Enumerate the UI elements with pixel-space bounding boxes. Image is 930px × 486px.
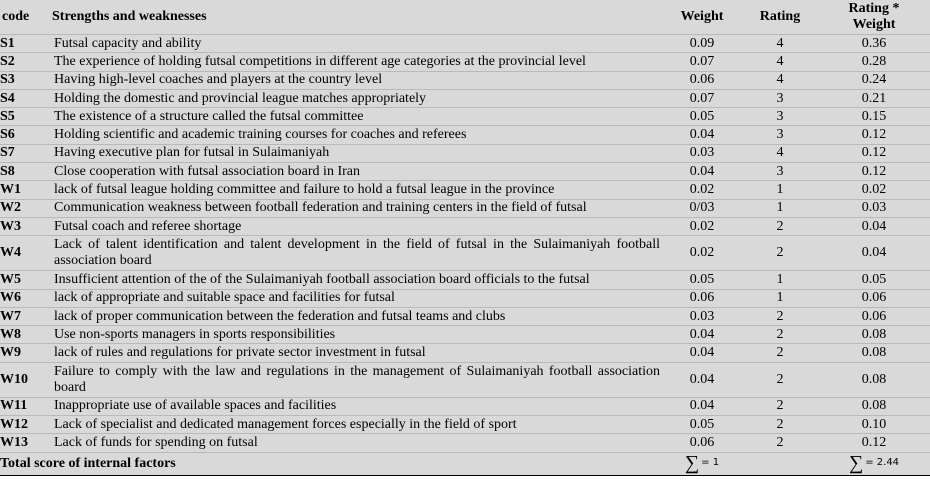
table-row xyxy=(0,144,930,162)
table-row xyxy=(0,35,930,53)
rating-weight-value: 0.21 xyxy=(818,89,930,107)
header-rating: Rating xyxy=(742,0,818,35)
rating-weight-value: 0.05 xyxy=(818,271,930,289)
rating-weight-value: 0.03 xyxy=(818,199,930,217)
weight-total: = 1 xyxy=(701,456,720,468)
table-row xyxy=(0,71,930,89)
factor-code: W2 xyxy=(0,199,50,217)
rating-weight-value: 0.24 xyxy=(818,71,930,89)
table-row xyxy=(0,217,930,235)
rating-weight-value: 0.08 xyxy=(818,362,930,397)
factor-description: The experience of holding futsal competitions in different age categories at the provincial level xyxy=(50,53,662,71)
weight-value: 0.05 xyxy=(662,108,742,126)
factor-description: lack of futsal league holding committee and failure to hold a futsal league in the province xyxy=(50,181,662,199)
factor-code: W4 xyxy=(0,236,50,271)
header-rating-weight-line2: Weight xyxy=(852,17,896,32)
table-row xyxy=(0,326,930,344)
rating-weight-value: 0.08 xyxy=(818,397,930,415)
rating-value: 2 xyxy=(742,236,818,271)
factor-code: W9 xyxy=(0,344,50,362)
table-row xyxy=(0,434,930,452)
rating-value: 1 xyxy=(742,181,818,199)
score-total: = 2.44 xyxy=(865,456,900,468)
weight-value: 0.07 xyxy=(662,89,742,107)
factor-description: Having high-level coaches and players at the country level xyxy=(50,71,662,89)
table-body xyxy=(0,35,930,453)
factor-description: Insufficient attention of the of the Sulaimaniyah football association board officials to the futsal xyxy=(50,271,662,289)
rating-value: 1 xyxy=(742,271,818,289)
factor-description: lack of proper communication between the federation and futsal teams and clubs xyxy=(50,307,662,325)
rating-value: 2 xyxy=(742,416,818,434)
factor-code: S8 xyxy=(0,163,50,181)
rating-weight-value: 0.28 xyxy=(818,53,930,71)
weight-value: 0.04 xyxy=(662,163,742,181)
table-row xyxy=(0,126,930,144)
factor-code: W12 xyxy=(0,416,50,434)
factor-code: W6 xyxy=(0,289,50,307)
weight-value: 0.09 xyxy=(662,35,742,53)
rating-value: 4 xyxy=(742,35,818,53)
weight-value: 0.05 xyxy=(662,271,742,289)
rating-weight-value: 0.10 xyxy=(818,416,930,434)
header-weight: Weight xyxy=(662,0,742,35)
weight-value: 0.06 xyxy=(662,434,742,452)
factor-description: Futsal coach and referee shortage xyxy=(50,217,662,235)
table-row xyxy=(0,108,930,126)
table-row xyxy=(0,271,930,289)
factor-description: Use non-sports managers in sports responsibilities xyxy=(50,326,662,344)
table-row xyxy=(0,344,930,362)
factor-code: S4 xyxy=(0,89,50,107)
rating-weight-value: 0.02 xyxy=(818,181,930,199)
table-row xyxy=(0,199,930,217)
rating-weight-value: 0.08 xyxy=(818,326,930,344)
rating-value: 2 xyxy=(742,326,818,344)
factor-code: W13 xyxy=(0,434,50,452)
rating-weight-value: 0.08 xyxy=(818,344,930,362)
table-row xyxy=(0,416,930,434)
factor-code: W7 xyxy=(0,307,50,325)
factor-code: W10 xyxy=(0,362,50,397)
factor-description: Failure to comply with the law and regulations in the management of Sulaimaniyah football association board xyxy=(50,362,662,397)
weight-value: 0.06 xyxy=(662,289,742,307)
factor-description: lack of appropriate and suitable space and facilities for futsal xyxy=(50,289,662,307)
factor-code: W11 xyxy=(0,397,50,415)
factor-description: Holding the domestic and provincial league matches appropriately xyxy=(50,89,662,107)
rating-weight-value: 0.12 xyxy=(818,434,930,452)
table-row xyxy=(0,89,930,107)
sigma-icon: ∑ xyxy=(684,451,700,474)
factor-description: Lack of funds for spending on futsal xyxy=(50,434,662,452)
factor-description: Holding scientific and academic training courses for coaches and referees xyxy=(50,126,662,144)
factor-code: W8 xyxy=(0,326,50,344)
factor-code: S2 xyxy=(0,53,50,71)
rating-value: 2 xyxy=(742,307,818,325)
weight-value: 0.04 xyxy=(662,397,742,415)
factor-description: Close cooperation with futsal association board in Iran xyxy=(50,163,662,181)
table-row xyxy=(0,289,930,307)
table-row xyxy=(0,163,930,181)
weight-sum xyxy=(684,451,720,474)
rating-value: 2 xyxy=(742,217,818,235)
weight-value: 0.04 xyxy=(662,344,742,362)
header-row xyxy=(0,0,930,35)
rating-value: 3 xyxy=(742,163,818,181)
weight-total-cell xyxy=(662,452,742,475)
rating-weight-value: 0.04 xyxy=(818,236,930,271)
factor-code: S3 xyxy=(0,71,50,89)
weight-value: 0.07 xyxy=(662,53,742,71)
weight-value: 0.02 xyxy=(662,181,742,199)
factor-description: Communication weakness between football federation and training centers in the field of futsal xyxy=(50,199,662,217)
rating-weight-value: 0.04 xyxy=(818,217,930,235)
weight-value: 0/03 xyxy=(662,199,742,217)
rating-weight-value: 0.12 xyxy=(818,144,930,162)
table-row xyxy=(0,362,930,397)
table-header xyxy=(0,0,930,35)
factor-description: The existence of a structure called the futsal committee xyxy=(50,108,662,126)
total-label: Total score of internal factors xyxy=(0,452,662,475)
factor-description: Futsal capacity and ability xyxy=(50,35,662,53)
rating-weight-value: 0.15 xyxy=(818,108,930,126)
rating-value: 3 xyxy=(742,108,818,126)
rating-weight-value: 0.06 xyxy=(818,289,930,307)
weight-value: 0.03 xyxy=(662,144,742,162)
total-row xyxy=(0,452,930,475)
rating-value: 4 xyxy=(742,53,818,71)
factor-code: W5 xyxy=(0,271,50,289)
rating-value: 1 xyxy=(742,289,818,307)
weight-value: 0.04 xyxy=(662,126,742,144)
weight-value: 0.03 xyxy=(662,307,742,325)
header-strengths-weaknesses: Strengths and weaknesses xyxy=(50,0,662,35)
weight-value: 0.04 xyxy=(662,362,742,397)
rating-weight-value: 0.12 xyxy=(818,126,930,144)
rating-weight-value: 0.06 xyxy=(818,307,930,325)
header-rating-weight-line1: Rating * xyxy=(848,1,900,16)
table-row xyxy=(0,181,930,199)
rating-value: 3 xyxy=(742,126,818,144)
rating-value: 3 xyxy=(742,89,818,107)
rating-value: 4 xyxy=(742,144,818,162)
sigma-icon: ∑ xyxy=(848,451,864,474)
factor-description: Lack of specialist and dedicated management forces especially in the field of sport xyxy=(50,416,662,434)
rating-value: 2 xyxy=(742,397,818,415)
table-row xyxy=(0,236,930,271)
factor-code: S1 xyxy=(0,35,50,53)
weight-value: 0.06 xyxy=(662,71,742,89)
rating-value: 1 xyxy=(742,199,818,217)
weight-value: 0.02 xyxy=(662,236,742,271)
table-row xyxy=(0,53,930,71)
factor-code: S6 xyxy=(0,126,50,144)
rating-value: 2 xyxy=(742,434,818,452)
rating-value: 4 xyxy=(742,71,818,89)
header-code: code xyxy=(0,0,50,35)
table-row xyxy=(0,397,930,415)
factor-code: S5 xyxy=(0,108,50,126)
rating-weight-value: 0.12 xyxy=(818,163,930,181)
factor-code: W3 xyxy=(0,217,50,235)
table-row xyxy=(0,307,930,325)
factor-description: Lack of talent identification and talent development in the field of futsal in the Sulaimaniyah football association board xyxy=(50,236,662,271)
weight-value: 0.02 xyxy=(662,217,742,235)
rating-value: 2 xyxy=(742,344,818,362)
factor-code: S7 xyxy=(0,144,50,162)
score-sum xyxy=(848,451,900,474)
factor-description: Inappropriate use of available spaces and facilities xyxy=(50,397,662,415)
table-footer xyxy=(0,452,930,475)
factor-code: W1 xyxy=(0,181,50,199)
rating-total-cell xyxy=(742,452,818,475)
rating-value: 2 xyxy=(742,362,818,397)
factor-description: Having executive plan for futsal in Sulaimaniyah xyxy=(50,144,662,162)
score-total-cell xyxy=(818,452,930,475)
weight-value: 0.05 xyxy=(662,416,742,434)
weight-value: 0.04 xyxy=(662,326,742,344)
factor-description: lack of rules and regulations for private sector investment in futsal xyxy=(50,344,662,362)
header-rating-weight xyxy=(818,0,930,35)
rating-weight-value: 0.36 xyxy=(818,35,930,53)
